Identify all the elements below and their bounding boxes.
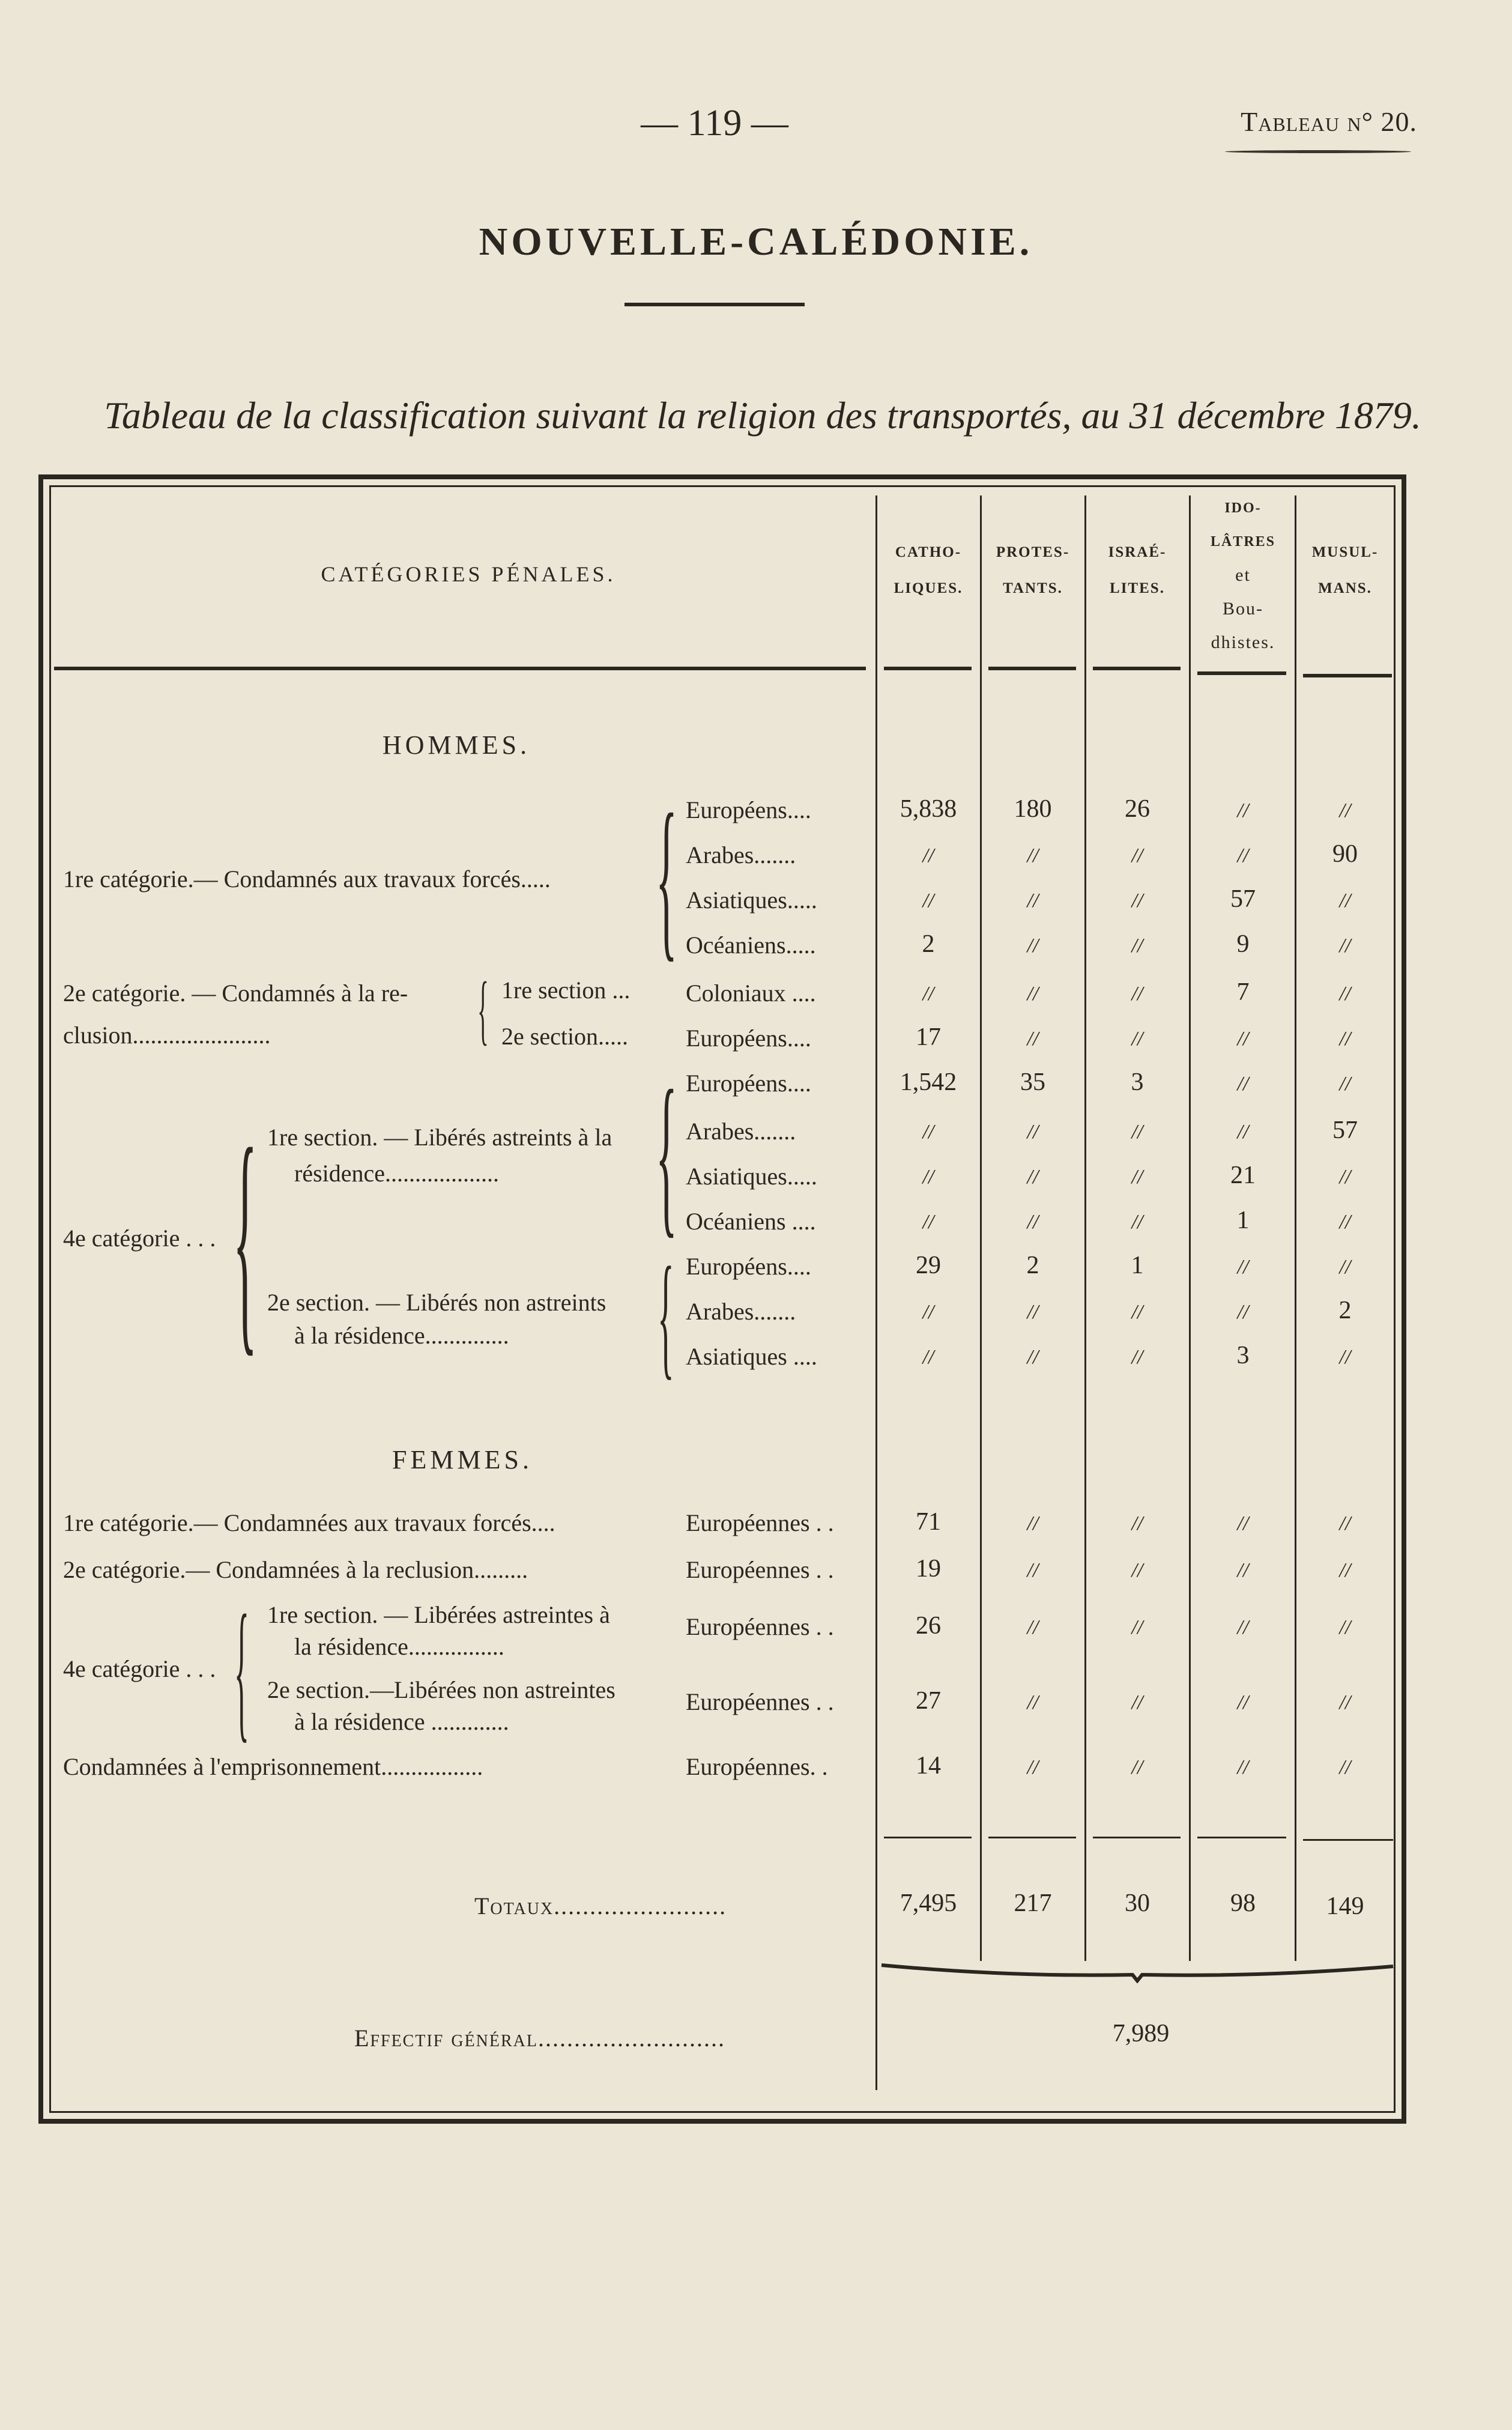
column-header-musulmans: MUSUL- MANS.: [1311, 544, 1379, 596]
brace: {: [658, 1238, 674, 1392]
table-number: Tableau n° 20.: [1241, 106, 1417, 137]
origin-label: Coloniaux ....: [686, 980, 816, 1007]
table-cell: //: [1027, 935, 1039, 957]
table-cell: //: [1027, 1301, 1039, 1323]
table-cell: 90: [1332, 840, 1358, 868]
brace: {: [234, 1583, 249, 1756]
origin-label: Asiatiques.....: [686, 886, 817, 914]
table-cell: //: [1237, 1301, 1249, 1323]
brace: {: [656, 777, 677, 977]
title-rule: [624, 303, 805, 306]
label-hommes-cat4-section1-a: 1re section. — Libérés astreints à la: [267, 1124, 612, 1151]
origin-label: Européens....: [686, 1253, 811, 1280]
table-cell: //: [1027, 1756, 1039, 1778]
table-cell: //: [1339, 889, 1351, 912]
label-femmes-cat4-section1-b: la résidence................: [294, 1633, 504, 1660]
table-subtitle: Tableau de la classification suivant la religion des transportés, au 31 décembre 1879.: [104, 394, 1421, 437]
origin-label: Océaniens ....: [686, 1208, 816, 1235]
table-cell: 17: [916, 1023, 941, 1051]
effectif-general-value: 7,989: [1112, 2020, 1170, 2047]
column-divider: [1295, 495, 1296, 1961]
label-femmes-emprisonnement: Condamnées à l'emprisonnement.................: [63, 1753, 483, 1780]
table-cell: 27: [916, 1687, 941, 1715]
table-cell: //: [1339, 935, 1351, 957]
table-cell: 3: [1236, 1342, 1250, 1369]
table-cell: 2: [1338, 1297, 1352, 1324]
table-cell: //: [1237, 1028, 1249, 1050]
totals-rule: [1303, 1839, 1393, 1841]
totals-rule: [884, 1837, 972, 1838]
table-cell: //: [1131, 1301, 1143, 1323]
header-rule: [1197, 671, 1286, 675]
table-cell: //: [1027, 1691, 1039, 1713]
origin-label: Européens....: [686, 796, 811, 823]
table-cell: //: [1027, 1028, 1039, 1050]
label-hommes-cat2-section2: 2e section.....: [501, 1023, 629, 1050]
total-israelites: 30: [1125, 1889, 1150, 1917]
table-cell: //: [1131, 1346, 1143, 1368]
origin-label: Européennes. .: [686, 1753, 828, 1780]
label-femmes-cat4-section1-a: 1re section. — Libérées astreintes à: [267, 1601, 610, 1628]
page-number: — 119 —: [641, 103, 788, 144]
table-cell: //: [1339, 1691, 1351, 1713]
effectif-brace: [880, 1959, 1394, 1983]
table-cell: //: [1131, 1691, 1143, 1713]
table-cell: //: [1131, 1559, 1143, 1581]
table-cell: //: [1339, 1256, 1351, 1278]
label-effectif-general: Effectif général..........................: [354, 2025, 726, 2052]
label-hommes-cat1: 1re catégorie.— Condamnés aux travaux forcés.....: [63, 865, 551, 892]
column-divider: [1189, 495, 1191, 1961]
table-cell: //: [1339, 1346, 1351, 1368]
total-musulmans: 149: [1326, 1892, 1364, 1920]
table-cell: //: [1339, 1028, 1351, 1050]
table-cell: //: [1339, 1559, 1351, 1581]
table-cell: //: [1027, 983, 1039, 1005]
column-divider: [980, 495, 982, 1961]
label-hommes-cat4-section2-b: à la résidence..............: [294, 1322, 509, 1349]
total-protestants: 217: [1014, 1889, 1052, 1917]
table-cell: //: [922, 1346, 934, 1368]
table-cell: //: [1131, 1121, 1143, 1143]
table-cell: //: [1027, 1211, 1039, 1233]
section-hommes: HOMMES.: [382, 730, 531, 760]
table-cell: //: [922, 1121, 934, 1143]
label-hommes-cat2-b: clusion.......................: [63, 1022, 271, 1049]
table-cell: 35: [1020, 1068, 1045, 1096]
header-rule: [54, 667, 866, 670]
table-cell: //: [1237, 1256, 1249, 1278]
table-number-rule: [1225, 150, 1411, 153]
label-totaux: Totaux........................: [474, 1892, 727, 1919]
brace: {: [656, 1053, 677, 1253]
column-header-catholiques: CATHO- LIQUES.: [894, 544, 963, 596]
table-cell: //: [1027, 1121, 1039, 1143]
table-cell: //: [922, 844, 934, 867]
origin-label: Arabes.......: [686, 1298, 796, 1325]
table-cell: //: [1237, 799, 1249, 822]
table-cell: //: [1237, 1616, 1249, 1638]
table-cell: //: [1339, 1211, 1351, 1233]
column-divider: [1084, 495, 1086, 1961]
table-cell: //: [1237, 1512, 1249, 1535]
table-cell: //: [922, 889, 934, 912]
origin-label: Océaniens.....: [686, 932, 816, 959]
label-hommes-cat4-section2-a: 2e section. — Libérés non astreints: [267, 1289, 606, 1316]
section-femmes: FEMMES.: [392, 1445, 533, 1474]
table-cell: 57: [1332, 1117, 1358, 1144]
table-cell: 2: [1026, 1252, 1039, 1279]
table-cell: //: [1131, 935, 1143, 957]
table-cell: //: [1131, 844, 1143, 867]
label-femmes-cat2: 2e catégorie.— Condamnées à la reclusion.........: [63, 1556, 528, 1583]
table-cell: //: [1027, 1346, 1039, 1368]
brace: {: [233, 1097, 258, 1377]
origin-label: Européens....: [686, 1025, 811, 1052]
label-hommes-cat4-section1-b: résidence...................: [294, 1160, 500, 1187]
header-rule: [988, 667, 1076, 670]
label-hommes-cat4: 4e catégorie . . .: [63, 1225, 216, 1252]
table-cell: 3: [1131, 1068, 1144, 1096]
table-cell: //: [1027, 1559, 1039, 1581]
table-cell: 26: [1125, 795, 1150, 823]
label-femmes-cat4: 4e catégorie . . .: [63, 1655, 216, 1682]
category-column-header: CATÉGORIES PÉNALES.: [321, 562, 616, 586]
table-cell: //: [1131, 1756, 1143, 1778]
table-cell: //: [1237, 1691, 1249, 1713]
column-header-protestants: PROTES- TANTS.: [996, 544, 1070, 596]
table-cell: //: [1339, 1166, 1351, 1188]
origin-label: Européennes . .: [686, 1509, 834, 1536]
table-cell: //: [1237, 1073, 1249, 1095]
totals-rule: [988, 1837, 1076, 1838]
table-cell: //: [922, 1301, 934, 1323]
table-cell: //: [922, 1166, 934, 1188]
table-cell: 26: [916, 1612, 941, 1640]
table-cell: //: [1237, 844, 1249, 867]
table-cell: //: [1237, 1756, 1249, 1778]
table-cell: //: [1339, 799, 1351, 822]
table-cell: //: [1131, 1211, 1143, 1233]
totals-rule: [1093, 1837, 1181, 1838]
table-cell: //: [1237, 1121, 1249, 1143]
table-cell: 9: [1236, 930, 1250, 958]
header-rule: [1303, 674, 1392, 677]
table-cell: //: [1339, 1616, 1351, 1638]
table-cell: 19: [916, 1555, 941, 1583]
table-cell: //: [1131, 1166, 1143, 1188]
table-cell: 14: [916, 1752, 941, 1780]
origin-label: Arabes.......: [686, 841, 796, 868]
origin-label: Asiatiques.....: [686, 1163, 817, 1190]
totals-rule: [1197, 1837, 1286, 1838]
table-cell: 71: [916, 1508, 941, 1536]
column-header-israelites: ISRAÉ- LITES.: [1108, 544, 1167, 596]
table-cell: 21: [1230, 1162, 1256, 1189]
total-catholiques: 7,495: [900, 1889, 957, 1917]
region-title: NOUVELLE-CALÉDONIE.: [479, 220, 1033, 264]
table-cell: 1,542: [900, 1068, 957, 1096]
table-cell: 2: [922, 930, 935, 958]
table-cell: //: [1237, 1559, 1249, 1581]
table-cell: //: [922, 1211, 934, 1233]
table-cell: //: [1131, 1512, 1143, 1535]
origin-label: Arabes.......: [686, 1118, 796, 1145]
table-cell: 1: [1236, 1207, 1250, 1234]
header-rule: [1093, 667, 1181, 670]
table-cell: //: [1131, 983, 1143, 1005]
table-cell: 5,838: [900, 795, 957, 823]
brace: {: [477, 966, 489, 1053]
label-hommes-cat2-a: 2e catégorie. — Condamnés à la re-: [63, 980, 408, 1007]
origin-label: Européennes . .: [686, 1613, 834, 1640]
table-cell: //: [1027, 889, 1039, 912]
label-femmes-cat1: 1re catégorie.— Condamnées aux travaux forcés....: [63, 1509, 555, 1536]
label-femmes-cat4-section2-a: 2e section.—Libérées non astreintes: [267, 1676, 615, 1703]
column-divider: [875, 495, 877, 2090]
origin-label: Européens....: [686, 1070, 811, 1097]
label-femmes-cat4-section2-b: à la résidence .............: [294, 1708, 509, 1735]
table-cell: //: [1027, 844, 1039, 867]
origin-label: Asiatiques ....: [686, 1343, 817, 1370]
table-cell: //: [1027, 1616, 1039, 1638]
table-cell: 1: [1131, 1252, 1144, 1279]
table-cell: //: [1027, 1166, 1039, 1188]
table-cell: //: [922, 983, 934, 1005]
origin-label: Européennes . .: [686, 1688, 834, 1715]
total-idolatres: 98: [1230, 1889, 1256, 1917]
table-cell: //: [1027, 1512, 1039, 1535]
label-hommes-cat2-section1: 1re section ...: [501, 977, 631, 1004]
table-cell: 29: [916, 1252, 941, 1279]
header-rule: [884, 667, 972, 670]
table-cell: //: [1131, 1616, 1143, 1638]
column-header-idolatres: IDO- LÂTRES et Bou- dhistes.: [1210, 500, 1276, 652]
table-cell: 180: [1014, 795, 1052, 823]
table-cell: //: [1131, 889, 1143, 912]
table-cell: //: [1339, 1756, 1351, 1778]
table-cell: //: [1339, 983, 1351, 1005]
table-cell: //: [1131, 1028, 1143, 1050]
table-cell: //: [1339, 1512, 1351, 1535]
origin-label: Européennes . .: [686, 1556, 834, 1583]
table-cell: 57: [1230, 885, 1256, 913]
table-cell: 7: [1236, 978, 1250, 1006]
table-cell: //: [1339, 1073, 1351, 1095]
